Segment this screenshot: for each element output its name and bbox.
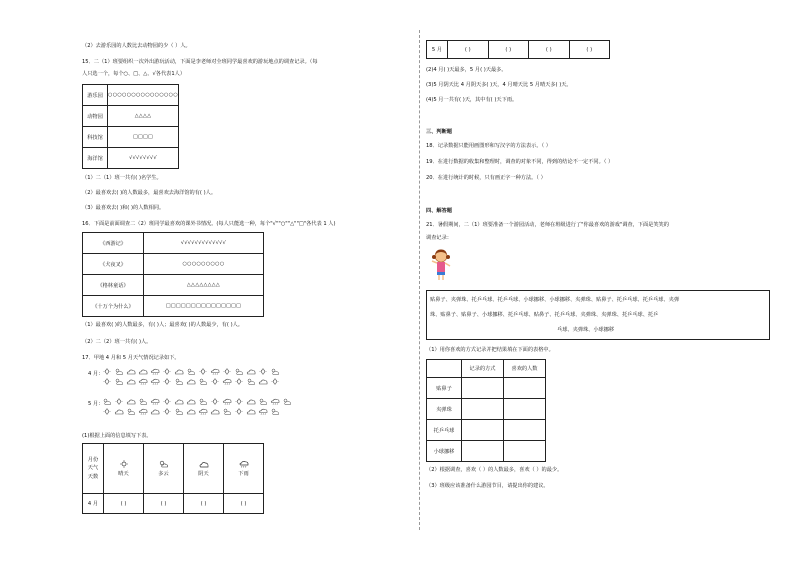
q15-stem-line1: 15．二（1）班要组织一次外出游玩活动，下面是李老师对全班同学最喜欢的游玩地点的调查记录。（每	[82, 59, 318, 65]
q15-marks-cell: ○○○○○○○○○○○○○○○	[108, 85, 179, 106]
header-line-month: 月份	[87, 457, 99, 464]
weather-header-cloudy	[144, 444, 184, 494]
rain-icon	[238, 460, 250, 468]
sunny-icon	[102, 368, 112, 375]
q21-game-cell: 夹弹珠	[427, 399, 462, 420]
rain-icon	[270, 398, 280, 405]
q17-weather-table	[82, 443, 264, 514]
q16-book-cell: 《十万个为什么》	[83, 296, 144, 317]
q16-book-cell: 《西游记》	[83, 233, 144, 254]
may-cloudy-blank[interactable]: ( )	[488, 41, 529, 59]
survey-record-box	[426, 290, 770, 340]
q15-answer-2: （2）最喜欢去( )的人数最多，最喜欢去海洋馆的有( )人。	[82, 190, 217, 196]
sunny-icon	[162, 368, 172, 375]
sunny-icon	[210, 378, 220, 385]
q21-game-cell: 小球挪移	[427, 441, 462, 462]
april-label: 4 月：	[88, 371, 104, 377]
q21-stem-line1: 21．暑假期间，二（1）班要准备一个游园活动，老师在班级进行了"你最喜欢的游戏"调查，下面是笑笑的	[426, 222, 669, 228]
sunny-icon	[102, 378, 112, 385]
may-weather-row-2	[102, 408, 280, 415]
q16-marks-cell: ○○○○○○○○○	[144, 254, 264, 275]
sunny-icon	[258, 368, 268, 375]
rain-icon	[210, 368, 220, 375]
partly-cloudy-icon	[174, 378, 184, 385]
q15-answer-3: （3）最喜欢去( )和( )的人数相同。	[82, 205, 165, 211]
partly-cloudy-icon	[198, 378, 208, 385]
q15-marks-cell: □□□□	[108, 127, 179, 148]
may-weather-row	[102, 398, 292, 405]
month-weather-header	[83, 444, 104, 494]
q21-stem-line2: 调查记录：	[426, 235, 452, 241]
q15-marks-cell: △△△△	[108, 106, 179, 127]
overcast-icon	[246, 408, 256, 415]
overcast-icon	[174, 368, 184, 375]
q17-question-3: (3)5 月阴天比 4 月阴天多( )天，4 月晴天比 5 月晴天多( )天。	[426, 82, 572, 88]
q21-game-cell: 贴鼻子	[427, 378, 462, 399]
sunny-icon	[102, 408, 112, 415]
april-weather-row-2	[102, 378, 280, 385]
q21-game-cell: 托乒乓球	[427, 420, 462, 441]
q19: 19．在进行数据的收集和整理时，调查的对象不同，得到的结论不一定不同。（ ）	[426, 159, 614, 165]
april-sunny-blank[interactable]: ( )	[104, 494, 144, 514]
q16-answer-1: （1）最喜欢( )的人数最多，有( )人；最喜欢( )的人数最少，有( )人。	[82, 322, 243, 328]
april-overcast-blank[interactable]: ( )	[184, 494, 224, 514]
partly-cloudy-icon	[270, 368, 280, 375]
q16-marks-cell: △△△△△△△△	[144, 275, 264, 296]
header-line-weather: 天气	[87, 465, 99, 472]
overcast-icon	[246, 368, 256, 375]
girl-illustration	[430, 248, 452, 282]
rain-icon	[198, 408, 208, 415]
overcast-icon	[198, 460, 210, 468]
overcast-icon	[126, 398, 136, 405]
overcast-icon	[246, 398, 256, 405]
q21-header-method: 记录的方式	[462, 360, 504, 378]
q17-may-row-table	[426, 40, 610, 59]
q15-stem-line2: 人只选一个，每个○、□、△、√各代表1人）	[82, 71, 186, 77]
partly-cloudy-icon	[246, 378, 256, 385]
weather-label-cloudy: 多云	[158, 471, 169, 477]
sunny-icon	[162, 398, 172, 405]
record-line-3: 乓球、夹弹珠、小球挪移	[557, 327, 615, 333]
april-row-label: 4 月	[83, 494, 104, 514]
q18: 18．记录数据只能用画图形和写汉字的方法表示。（ ）	[426, 143, 551, 149]
q15-place-cell: 科技馆	[83, 127, 108, 148]
sunny-icon	[270, 378, 280, 385]
overcast-icon	[138, 368, 148, 375]
q14-part2: （2）去游乐园的人数比去动物园的少（ ）人。	[82, 43, 191, 49]
overcast-icon	[258, 378, 268, 385]
sunny-icon	[222, 368, 232, 375]
column-divider	[419, 30, 420, 530]
rain-icon	[222, 378, 232, 385]
weather-label-rain: 下雨	[238, 471, 249, 477]
overcast-icon	[126, 378, 136, 385]
q16-marks-cell: □□□□□□□□□□□□□□□	[144, 296, 264, 317]
partly-cloudy-icon	[158, 460, 170, 468]
weather-header-sunny	[104, 444, 144, 494]
sunny-icon	[114, 398, 124, 405]
may-row-label: 5 月	[427, 41, 448, 59]
q17-stem: 17．甲地 4 月和 5 月天气情况记录如下。	[82, 355, 180, 361]
partly-cloudy-icon	[102, 398, 112, 405]
partly-cloudy-icon	[114, 368, 124, 375]
q16-book-cell: 《格林童话》	[83, 275, 144, 296]
sunny-icon	[234, 398, 244, 405]
rain-icon	[258, 408, 268, 415]
record-line-1: 贴鼻子、夹弹珠、托乒乓球、托乒乓球、小球挪移、小球挪移、夹弹珠、贴鼻子、托乒乓球、托乒乓球、夹弹	[430, 297, 680, 303]
partly-cloudy-icon	[198, 398, 208, 405]
q15-place-cell: 动物园	[83, 106, 108, 127]
sunny-icon	[162, 408, 172, 415]
partly-cloudy-icon	[234, 368, 244, 375]
q21-method-blank[interactable]	[462, 420, 504, 441]
overcast-icon	[210, 408, 220, 415]
q16-answer-2: （2）二（2）班一共有( )人。	[82, 339, 152, 345]
rain-icon	[138, 378, 148, 385]
rain-icon	[222, 398, 232, 405]
q21-count-blank[interactable]	[504, 378, 546, 399]
weather-header-rain	[224, 444, 264, 494]
q15-marks-cell: √√√√√√√√	[108, 148, 179, 169]
partly-cloudy-icon	[126, 408, 136, 415]
q17-question-2: (2)4 月( )天最多，5 月( )天最多。	[426, 67, 507, 73]
weather-label-overcast: 阴天	[198, 471, 209, 477]
partly-cloudy-icon	[258, 398, 268, 405]
may-sunny-blank[interactable]: ( )	[448, 41, 489, 59]
overcast-icon	[150, 408, 160, 415]
q15-place-cell: 海洋馆	[83, 148, 108, 169]
q16-marks-cell: √√√√√√√√√√√√√	[144, 233, 264, 254]
overcast-icon	[186, 398, 196, 405]
overcast-icon	[174, 398, 184, 405]
may-overcast-blank[interactable]: ( )	[529, 41, 570, 59]
q21-count-blank[interactable]	[504, 420, 546, 441]
q17-fill-instruction: (1)根据上面的信息填写下表。	[82, 433, 152, 439]
q21-part1: （1）用你喜欢的方式记录并把结果填在下面的表格中。	[426, 347, 554, 353]
q21-count-blank[interactable]	[504, 441, 546, 462]
rain-icon	[138, 408, 148, 415]
q21-result-table	[426, 359, 546, 462]
q21-corner-cell	[427, 360, 462, 378]
sunny-icon	[234, 408, 244, 415]
sunny-icon	[118, 460, 130, 468]
record-line-2: 珠、贴鼻子、贴鼻子、小球挪移、托乒乓球、贴鼻子、托乒乓球、夹弹珠、夹弹珠、托乒乓球、托乒	[430, 312, 659, 318]
q20: 20．在进行统计的时候，只有画正字一种方法。（ ）	[426, 175, 546, 181]
sunny-icon	[162, 378, 172, 385]
q15-place-cell: 游乐园	[83, 85, 108, 106]
header-line-days: 天数	[87, 473, 99, 480]
partly-cloudy-icon	[174, 408, 184, 415]
may-label: 5 月：	[88, 401, 104, 407]
sunny-icon	[210, 398, 220, 405]
weather-header-overcast	[184, 444, 224, 494]
rain-icon	[150, 378, 160, 385]
q21-method-blank[interactable]	[462, 399, 504, 420]
q21-count-blank[interactable]	[504, 399, 546, 420]
partly-cloudy-icon	[186, 368, 196, 375]
q21-method-blank[interactable]	[462, 441, 504, 462]
overcast-icon	[114, 408, 124, 415]
q16-stem: 16．下面是前面调查二（2）班同学最喜欢的课外书情况。(每人只能选一种，每个"√""○""△""□"各代表 1 人)	[82, 221, 336, 227]
overcast-icon	[186, 408, 196, 415]
weather-label-sunny: 晴天	[118, 471, 129, 477]
q21-method-blank[interactable]	[462, 378, 504, 399]
overcast-icon	[126, 368, 136, 375]
q21-part3: （3）班级应该准备什么游园节目，请提出你的建议。	[426, 483, 549, 489]
q15-answer-1: （1）二（1）班一共有( )名学生。	[82, 175, 162, 181]
april-cloudy-blank[interactable]: ( )	[144, 494, 184, 514]
section-4-heading: 四、解答题	[426, 208, 452, 214]
partly-cloudy-icon	[222, 408, 232, 415]
q17-question-4: (4)5 月一共有( )天，其中有( )天下雨。	[426, 97, 518, 103]
rain-icon	[150, 398, 160, 405]
april-weather-row	[102, 368, 280, 375]
partly-cloudy-icon	[114, 378, 124, 385]
sunny-icon	[198, 368, 208, 375]
sunny-icon	[234, 378, 244, 385]
q16-book-cell: 《犬夜叉》	[83, 254, 144, 275]
section-3-heading: 三、判断题	[426, 129, 452, 135]
q15-tally-table	[82, 84, 179, 169]
partly-cloudy-icon	[282, 398, 292, 405]
partly-cloudy-icon	[270, 408, 280, 415]
rain-icon	[150, 368, 160, 375]
q21-header-count: 喜欢的人数	[504, 360, 546, 378]
april-rain-blank[interactable]: ( )	[224, 494, 264, 514]
may-rain-blank[interactable]: ( )	[569, 41, 610, 59]
q21-part2: （2）根据调查，喜欢（ ）的人数最多，喜欢（ ）的最少。	[426, 467, 563, 473]
overcast-icon	[186, 378, 196, 385]
partly-cloudy-icon	[138, 398, 148, 405]
q16-tally-table	[82, 232, 264, 317]
